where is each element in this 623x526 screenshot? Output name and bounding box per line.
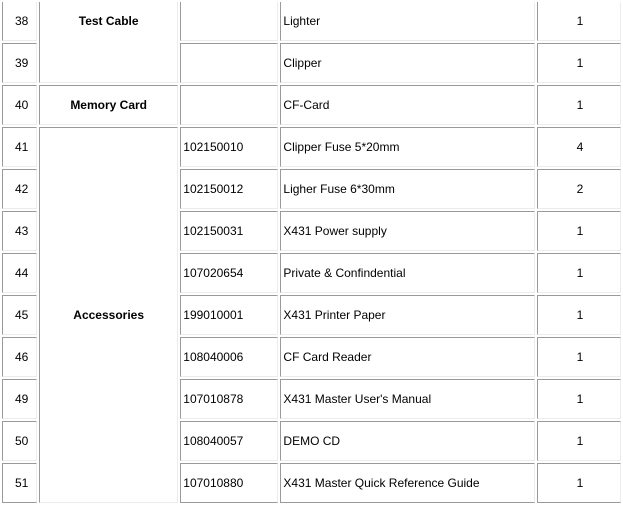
part-code — [180, 85, 278, 125]
part-code: 102150012 — [180, 169, 278, 209]
item-number: 49 — [2, 379, 37, 419]
part-description: X431 Master User's Manual — [280, 379, 534, 419]
part-code: 107010878 — [180, 379, 278, 419]
part-description: X431 Power supply — [280, 211, 534, 251]
table-row — [2, 85, 621, 125]
item-number: 38 — [2, 2, 37, 41]
part-code — [180, 43, 278, 83]
part-quantity: 1 — [537, 463, 621, 503]
category-test-cable: Test Cable — [39, 2, 178, 83]
part-description: X431 Printer Paper — [280, 295, 534, 335]
part-code: 107010880 — [180, 463, 278, 503]
part-description: DEMO CD — [280, 421, 534, 461]
part-description: X431 Master Quick Reference Guide — [280, 463, 534, 503]
part-code: 102150010 — [180, 127, 278, 167]
part-description: Clipper Fuse 5*20mm — [280, 127, 534, 167]
item-number: 43 — [2, 211, 37, 251]
category-memory-card: Memory Card — [39, 85, 178, 125]
item-number: 50 — [2, 421, 37, 461]
part-code: 199010001 — [180, 295, 278, 335]
part-quantity: 1 — [537, 379, 621, 419]
item-number: 46 — [2, 337, 37, 377]
item-number: 42 — [2, 169, 37, 209]
part-description: CF Card Reader — [280, 337, 534, 377]
item-number: 45 — [2, 295, 37, 335]
part-code — [180, 2, 278, 41]
part-code: 108040057 — [180, 421, 278, 461]
part-description: CF-Card — [280, 85, 534, 125]
part-quantity: 1 — [537, 211, 621, 251]
part-description: Clipper — [280, 43, 534, 83]
part-code: 108040006 — [180, 337, 278, 377]
part-quantity: 1 — [537, 2, 621, 41]
item-number: 40 — [2, 85, 37, 125]
part-quantity: 1 — [537, 43, 621, 83]
part-quantity: 2 — [537, 169, 621, 209]
item-number: 44 — [2, 253, 37, 293]
table-row — [2, 127, 621, 167]
table-row — [2, 2, 621, 41]
part-code: 102150031 — [180, 211, 278, 251]
item-number: 51 — [2, 463, 37, 503]
item-number: 39 — [2, 43, 37, 83]
part-quantity: 4 — [537, 127, 621, 167]
part-description: Private & Confindential — [280, 253, 534, 293]
part-quantity: 1 — [537, 85, 621, 125]
part-code: 107020654 — [180, 253, 278, 293]
part-description: Lighter — [280, 2, 534, 41]
part-description: Ligher Fuse 6*30mm — [280, 169, 534, 209]
part-quantity: 1 — [537, 421, 621, 461]
item-number: 41 — [2, 127, 37, 167]
part-quantity: 1 — [537, 337, 621, 377]
category-accessories: Accessories — [39, 127, 178, 503]
part-quantity: 1 — [537, 295, 621, 335]
part-quantity: 1 — [537, 253, 621, 293]
